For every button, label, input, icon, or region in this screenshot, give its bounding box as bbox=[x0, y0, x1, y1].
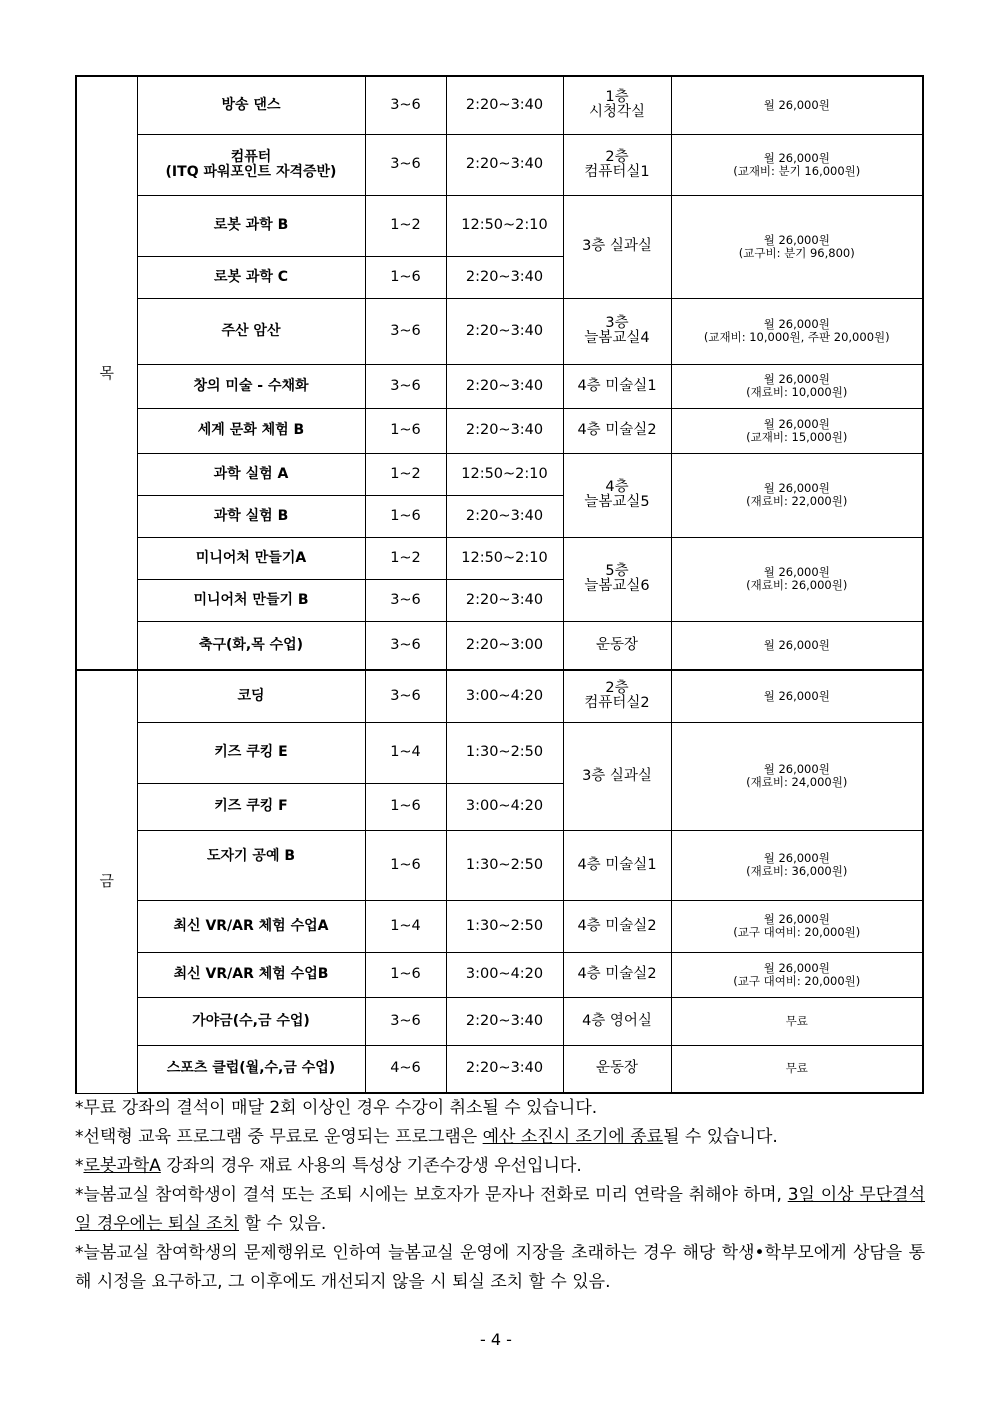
fee-line: 월 26,000원 bbox=[763, 565, 830, 579]
time-cell: 2:20~3:40 bbox=[446, 579, 563, 621]
fee-cell bbox=[671, 76, 923, 134]
fee-line: 월 26,000원 bbox=[763, 912, 830, 926]
day-label: 금 bbox=[76, 670, 137, 1093]
fee-line: (재료비: 36,000원) bbox=[746, 864, 848, 878]
room-cell bbox=[563, 537, 671, 621]
note-text: *선택형 교육 프로그램 중 무료로 운영되는 프로그램은 bbox=[75, 1127, 483, 1147]
program-name: 방송 댄스 bbox=[137, 76, 365, 134]
fee-cell bbox=[671, 900, 923, 952]
room-cell: 운동장 bbox=[563, 621, 671, 670]
fee-line: 월 26,000원 bbox=[763, 481, 830, 495]
fee-cell bbox=[671, 134, 923, 195]
fee-cell bbox=[671, 364, 923, 408]
note-1: *무료 강좌의 결석이 매달 2회 이상인 경우 수강이 취소될 수 있습니다. bbox=[75, 1098, 598, 1118]
program-name: 가야금(수,금 수업) bbox=[137, 997, 365, 1045]
fee-line: 월 26,000원 bbox=[763, 416, 830, 431]
table-row bbox=[76, 621, 923, 670]
program-name: 창의 미술 - 수채화 bbox=[137, 364, 365, 408]
program-name: 미니어처 만들기 B bbox=[137, 579, 365, 621]
time-cell: 3:00~4:20 bbox=[446, 670, 563, 722]
time-cell: 3:00~4:20 bbox=[446, 783, 563, 830]
table-row bbox=[76, 453, 923, 495]
grade-cell: 1~4 bbox=[365, 722, 446, 783]
table-row bbox=[76, 900, 923, 952]
time-cell: 3:00~4:20 bbox=[446, 952, 563, 997]
room-line: 시청각실 bbox=[588, 104, 646, 121]
note-text: * bbox=[75, 1156, 84, 1176]
fee-line: (교구 대여비: 20,000원) bbox=[733, 973, 861, 988]
program-name bbox=[137, 134, 365, 195]
program-name: 도자기 공예 B bbox=[137, 830, 365, 900]
table-row bbox=[76, 830, 923, 900]
grade-cell: 1~6 bbox=[365, 256, 446, 298]
room-cell bbox=[563, 76, 671, 134]
room-line: 늘봄교실6 bbox=[584, 578, 650, 594]
fee-cell bbox=[671, 195, 923, 298]
room-cell bbox=[563, 134, 671, 195]
table-row bbox=[76, 134, 923, 195]
time-cell: 1:30~2:50 bbox=[446, 722, 563, 783]
room-cell bbox=[563, 453, 671, 537]
grade-cell: 3~6 bbox=[365, 364, 446, 408]
table-row bbox=[76, 722, 923, 783]
time-cell: 1:30~2:50 bbox=[446, 900, 563, 952]
fee-line: (재료비: 10,000원) bbox=[746, 385, 848, 399]
room-cell bbox=[563, 670, 671, 722]
fee-cell bbox=[671, 830, 923, 900]
room-line: 늘봄교실4 bbox=[584, 330, 650, 346]
program-name-line: (ITQ 파워포인트 자격증반) bbox=[165, 163, 337, 180]
grade-cell: 1~6 bbox=[365, 495, 446, 537]
fee-line: (교재비: 15,000원) bbox=[746, 429, 848, 444]
fee-cell: 무료 bbox=[671, 1045, 923, 1093]
table-row bbox=[76, 997, 923, 1045]
program-name: 키즈 쿠킹 F bbox=[137, 783, 365, 830]
note-3 bbox=[75, 1152, 925, 1181]
fee-cell: 무료 bbox=[671, 997, 923, 1045]
note-5: *늘봄교실 참여학생의 문제행위로 인하여 늘봄교실 운영에 지장을 초래하는 경우 해당 학생•학부모에게 상담을 통해 시정을 요구하고, 그 이후에도 개선되지 않을 시 퇴실 조치 할 수 있음. bbox=[75, 1243, 925, 1292]
room-cell: 4층 미술실2 bbox=[563, 408, 671, 453]
table-row bbox=[76, 364, 923, 408]
day-label: 목 bbox=[76, 76, 137, 670]
fee-cell bbox=[671, 952, 923, 997]
table-row bbox=[76, 952, 923, 997]
time-cell: 12:50~2:10 bbox=[446, 453, 563, 495]
fee-line: (교재비: 분기 16,000원) bbox=[733, 163, 861, 178]
fee-line: 월 26,000원 bbox=[763, 851, 830, 865]
note-4 bbox=[75, 1181, 925, 1239]
time-cell: 2:20~3:40 bbox=[446, 495, 563, 537]
time-cell: 12:50~2:10 bbox=[446, 537, 563, 579]
note-text: 강좌의 경우 재료 사용의 특성상 기존수강생 우선입니다. bbox=[160, 1156, 582, 1176]
program-name: 키즈 쿠킹 E bbox=[137, 722, 365, 783]
time-cell: 2:20~3:00 bbox=[446, 621, 563, 670]
fee-cell: 월 26,000원 bbox=[671, 621, 923, 670]
fee-line: (교구비: 분기 96,800) bbox=[738, 245, 855, 260]
grade-cell: 3~6 bbox=[365, 298, 446, 364]
room-cell: 4층 미술실2 bbox=[563, 952, 671, 997]
room-cell: 4층 영어실 bbox=[563, 997, 671, 1045]
room-cell: 4층 미술실1 bbox=[563, 364, 671, 408]
fee-line: (재료비: 26,000원) bbox=[746, 578, 848, 592]
program-name: 코딩 bbox=[137, 670, 365, 722]
program-name: 스포츠 클럽(월,수,금 수업) bbox=[137, 1045, 365, 1093]
table-row bbox=[76, 1045, 923, 1093]
table-row bbox=[76, 76, 923, 134]
fee-line: 월 26,000원 bbox=[763, 317, 830, 331]
room-cell: 4층 미술실2 bbox=[563, 900, 671, 952]
fee-cell bbox=[671, 537, 923, 621]
room-line: 컴퓨터실2 bbox=[584, 695, 650, 712]
room-line: 4층 bbox=[605, 479, 629, 495]
grade-cell: 3~6 bbox=[365, 621, 446, 670]
program-name: 세계 문화 체험 B bbox=[137, 408, 365, 453]
program-name: 최신 VR/AR 체험 수업A bbox=[137, 900, 365, 952]
room-cell bbox=[563, 298, 671, 364]
fee-line: 월 26,000원 bbox=[763, 372, 830, 386]
table-row bbox=[76, 195, 923, 256]
program-name: 과학 실험 A bbox=[137, 453, 365, 495]
grade-cell: 1~2 bbox=[365, 453, 446, 495]
notes-section bbox=[75, 1094, 925, 1297]
grade-cell: 1~4 bbox=[365, 900, 446, 952]
fee-line: (교구 대여비: 20,000원) bbox=[733, 925, 861, 939]
note-underline: 3일 이상 무단결석일 경우에는 퇴실 조치 bbox=[75, 1185, 925, 1234]
time-cell: 2:20~3:40 bbox=[446, 298, 563, 364]
note-2 bbox=[75, 1123, 925, 1152]
room-line: 2층 bbox=[605, 148, 629, 165]
table-row bbox=[76, 670, 923, 722]
time-cell: 2:20~3:40 bbox=[446, 1045, 563, 1093]
room-cell: 운동장 bbox=[563, 1045, 671, 1093]
grade-cell: 4~6 bbox=[365, 1045, 446, 1093]
program-name: 축구(화,목 수업) bbox=[137, 621, 365, 670]
fee-line: 월 26,000원 bbox=[763, 97, 830, 112]
fee-cell: 월 26,000원 bbox=[671, 670, 923, 722]
program-name: 미니어처 만들기A bbox=[137, 537, 365, 579]
fee-line: 월 26,000원 bbox=[763, 232, 830, 247]
time-cell: 2:20~3:40 bbox=[446, 76, 563, 134]
room-line: 컴퓨터실1 bbox=[584, 163, 650, 180]
room-line: 2층 bbox=[605, 680, 629, 697]
time-cell: 12:50~2:10 bbox=[446, 195, 563, 256]
time-cell: 2:20~3:40 bbox=[446, 256, 563, 298]
grade-cell: 1~2 bbox=[365, 537, 446, 579]
time-cell: 2:20~3:40 bbox=[446, 364, 563, 408]
note-text: 될 수 있습니다. bbox=[663, 1127, 778, 1147]
grade-cell: 3~6 bbox=[365, 997, 446, 1045]
fee-cell bbox=[671, 408, 923, 453]
program-name-line: 컴퓨터 bbox=[230, 148, 272, 165]
fee-line: 월 26,000원 bbox=[763, 960, 830, 975]
note-text: 할 수 있음. bbox=[239, 1214, 327, 1234]
time-cell: 2:20~3:40 bbox=[446, 997, 563, 1045]
room-line: 1층 bbox=[605, 89, 629, 106]
fee-cell bbox=[671, 298, 923, 364]
room-cell: 4층 미술실1 bbox=[563, 830, 671, 900]
grade-cell: 1~6 bbox=[365, 952, 446, 997]
fee-line: (재료비: 24,000원) bbox=[746, 775, 848, 789]
grade-cell: 1~6 bbox=[365, 783, 446, 830]
fee-line: 월 26,000원 bbox=[763, 150, 830, 165]
page-number: - 4 - bbox=[480, 1330, 512, 1349]
note-underline: 예산 소진시 조기에 종료 bbox=[482, 1127, 664, 1147]
fee-line: (재료비: 22,000원) bbox=[746, 494, 848, 508]
fee-line: (교재비: 10,000원, 주판 20,000원) bbox=[703, 330, 890, 344]
program-name: 최신 VR/AR 체험 수업B bbox=[137, 952, 365, 997]
time-cell: 2:20~3:40 bbox=[446, 134, 563, 195]
program-name: 주산 암산 bbox=[137, 298, 365, 364]
note-underline: 로봇과학A bbox=[83, 1156, 161, 1176]
table-row bbox=[76, 408, 923, 453]
fee-line: 월 26,000원 bbox=[763, 762, 830, 776]
note-text: *늘봄교실 참여학생이 결석 또는 조퇴 시에는 보호자가 문자나 전화로 미리 연락을 취해야 하며, bbox=[75, 1185, 788, 1205]
room-line: 3층 bbox=[605, 315, 629, 331]
time-cell: 2:20~3:40 bbox=[446, 408, 563, 453]
grade-cell: 1~6 bbox=[365, 408, 446, 453]
time-cell: 1:30~2:50 bbox=[446, 830, 563, 900]
fee-cell bbox=[671, 722, 923, 830]
table-row bbox=[76, 537, 923, 579]
grade-cell: 3~6 bbox=[365, 670, 446, 722]
grade-cell: 1~6 bbox=[365, 830, 446, 900]
program-name: 과학 실험 B bbox=[137, 495, 365, 537]
after-school-schedule-table bbox=[75, 75, 924, 1094]
table-row bbox=[76, 298, 923, 364]
grade-cell: 3~6 bbox=[365, 134, 446, 195]
room-cell: 3층 실과실 bbox=[563, 195, 671, 298]
room-line: 늘봄교실5 bbox=[584, 494, 650, 510]
program-name: 로봇 과학 C bbox=[137, 256, 365, 298]
fee-cell bbox=[671, 453, 923, 537]
grade-cell: 3~6 bbox=[365, 76, 446, 134]
room-cell: 3층 실과실 bbox=[563, 722, 671, 830]
room-line: 5층 bbox=[605, 563, 629, 579]
grade-cell: 3~6 bbox=[365, 579, 446, 621]
grade-cell: 1~2 bbox=[365, 195, 446, 256]
program-name: 로봇 과학 B bbox=[137, 195, 365, 256]
